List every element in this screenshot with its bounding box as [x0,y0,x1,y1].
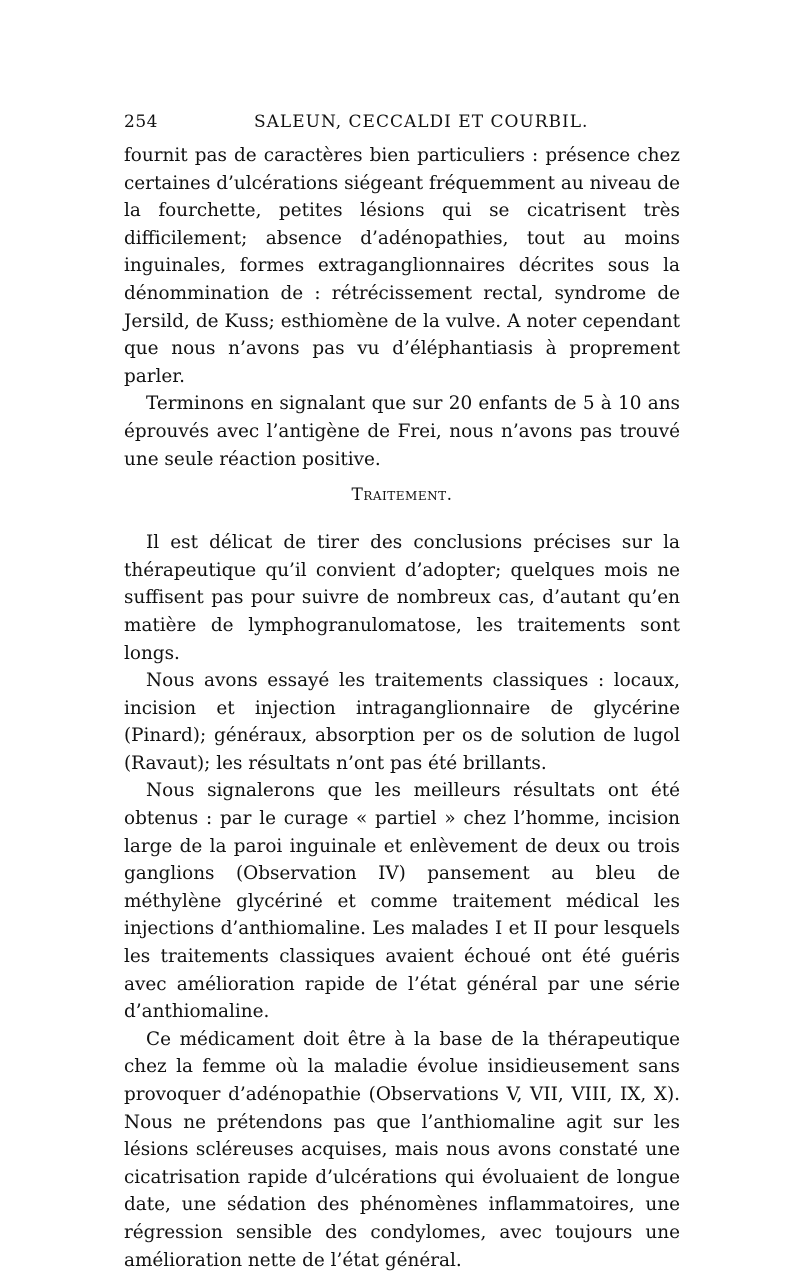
paragraph-classic-treatments: Nous avons essayé les traitements classiques : locaux, incision et injection intraganglionnaire de glycérine (Pinard); généraux, absorption per os de solution de lugol (Ravaut); les résultats n’ont pas été brillants. [124,670,680,774]
paragraph-anthiomaline: Ce médicament doit être à la base de la thérapeutique chez la femme où la maladie évolue insidieusement sans provoquer d’adénopathie (Observations V, VII, VIII, IX, X). Nous ne prétendons pas que l’anthiomaline agit sur les lésions scléreuses acquises, mais nous avons constaté une cicatrisation rapide d’ulcérations qui évoluaient de longue date, une sédation des phénomènes inflammatoires, une régression sensible des condylomes, avec toujours une amélioration nette de l’état général. [124,1028,680,1271]
section-heading: Traitement. [351,485,453,506]
paragraph-continuation: fournit pas de caractères bien particuliers : présence chez certaines d’ulcérations siégeant fréquemment au niveau de la fourchette, petites lésions qui se cicatrisent très difficilement; absence d’adénopathies, tout au moins inguinales, formes extraganglionnaires décrites sous la dénommination de : rétrécissement rectal, syndrome de Jersild, de Kuss; esthiomène de la vulve. A noter cependant que nous n’avons pas vu d’éléphantiasis à proprement parler. [124,145,680,387]
page-number: 254 [124,112,158,132]
book-page [124,112,680,1274]
running-head [124,112,680,142]
paragraph-therapy-intro: Il est délicat de tirer des conclusions précises sur la thérapeutique qu’il convient d’adopter; quelques mois ne suffisent pas pour suivre de nombreux cas, d’autant qu’en matière de lymphogranulomatose, les traitements sont longs. [124,532,680,664]
paragraph-best-results: Nous signalerons que les meilleurs résultats ont été obtenus : par le curage « partiel » chez l’homme, incision large de la paroi inguinale et enlèvement de deux ou trois ganglions (Observation IV) pansement au bleu de méthylène glycériné et comme traitement médical les injections d’anthiomaline. Les malades I et II pour lesquels les traitements classiques avaient échoué ont été guéris avec amélioration rapide de l’état général par une série d’anthiomaline. [124,780,680,1023]
paragraph-frei-test: Terminons en signalant que sur 20 enfants de 5 à 10 ans éprouvés avec l’antigène de Frei, nous n’avons pas trouvé une seule réaction positive. [124,393,680,470]
running-title: SALEUN, CECCALDI ET COURBIL. [254,112,589,132]
